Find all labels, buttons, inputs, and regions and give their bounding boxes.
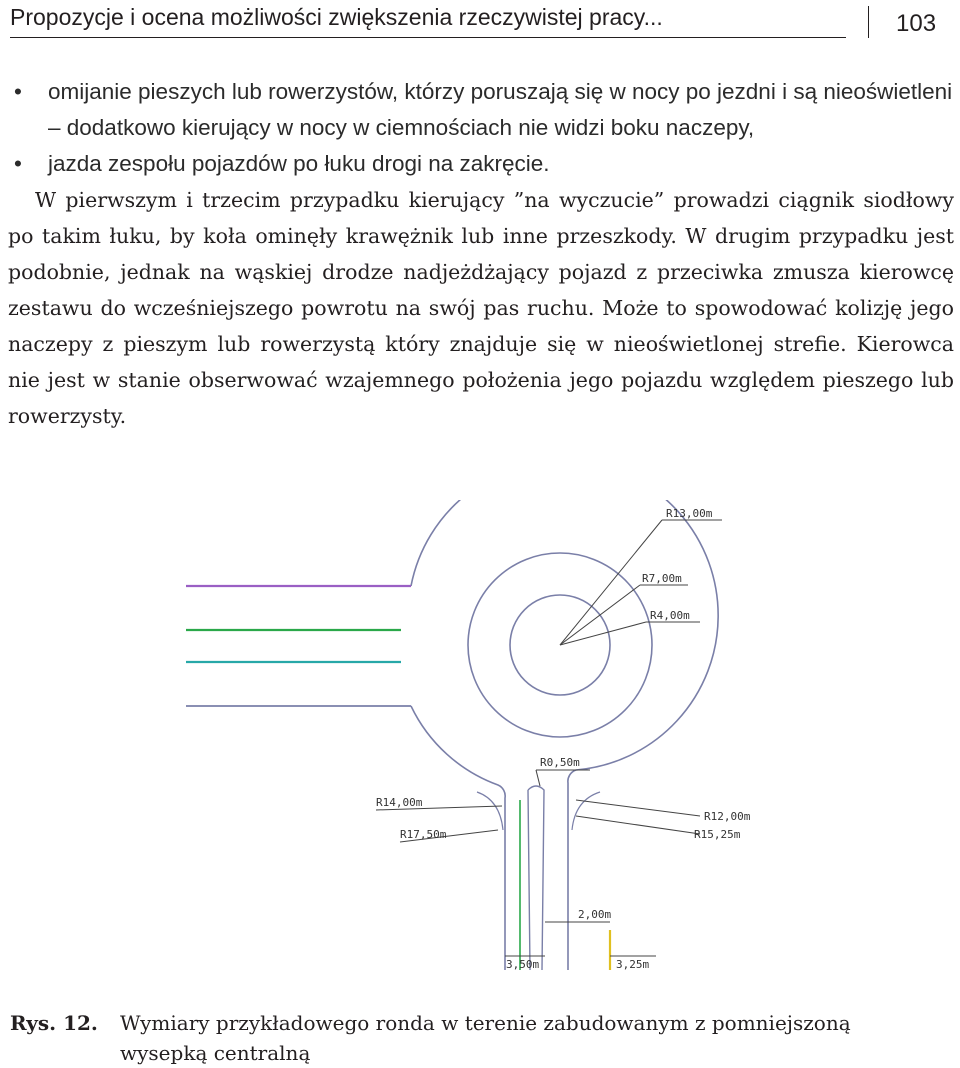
label-w325: 3,25m: [616, 958, 650, 971]
label-w350: 3,50m: [506, 958, 540, 971]
page-number: 103: [896, 10, 937, 37]
bullet-list: [8, 74, 954, 182]
caption-text: Wymiary przykładowego ronda w terenie zabudowanym z pomniejszoną wysepką centralną: [120, 1011, 851, 1065]
leader-r7: [560, 585, 640, 645]
label-r13: R13,00m: [666, 507, 713, 520]
bullet-item: • omijanie pieszych lub rowerzystów, którzy poruszają się w nocy po jezdni i są nieoświetleni – dodatkowo kierujący w nocy w ciemnościach nie widzi boku naczepy,: [8, 74, 954, 146]
label-w200: 2,00m: [578, 908, 612, 921]
header-rule: [10, 37, 846, 38]
label-r4: R4,00m: [650, 609, 690, 622]
bullet-item: • jazda zespołu pojazdów po łuku drogi na zakręcie.: [8, 146, 954, 182]
caption-label: Rys. 12.: [10, 1011, 98, 1035]
curb-left: [477, 792, 503, 830]
roundabout-figure: [180, 500, 780, 980]
leader-r1525: [576, 816, 700, 834]
label-r175: R17,50m: [400, 828, 447, 841]
label-r7: R7,00m: [642, 572, 682, 585]
curb-right: [572, 792, 600, 830]
header-separator: [868, 6, 869, 38]
body-paragraph: W pierwszym i trzecim przypadku kierujący ”na wyczucie” prowadzi ciągnik siodłowy po takim łuku, by koła ominęły krawężnik lub inne przeszkody. W drugim przypadku jest podobnie, jednak na wąskiej drodze nadjeżdżający pojazd z przeciwka zmusza kierowcę zestawu do wcześniejszego powrotu na swój pas ruchu. Może to spowodować kolizję jego naczepy z pieszym lub rowerzystą który znajduje się w nieoświetlonej strefie. Kierowca nie jest w stanie obserwować wzajemnego położenia jego pojazdu względem pieszego lub rowerzysty.: [8, 188, 954, 428]
leader-r4: [560, 622, 646, 645]
leader-r12: [576, 800, 700, 816]
body-text: [8, 74, 954, 434]
running-header-title: Propozycje i ocena możliwości zwiększenia rzeczywistej pracy...: [10, 4, 663, 30]
label-r050: R0,50m: [540, 756, 580, 769]
roundabout-drawing: [180, 500, 780, 980]
leader-r050: [536, 770, 540, 786]
label-r14: R14,00m: [376, 796, 423, 809]
label-r12: R12,00m: [704, 810, 751, 823]
running-header: [10, 0, 950, 44]
splitter-island: [528, 786, 544, 970]
label-r1525: R15,25m: [694, 828, 741, 841]
outer-circle: [411, 500, 718, 970]
